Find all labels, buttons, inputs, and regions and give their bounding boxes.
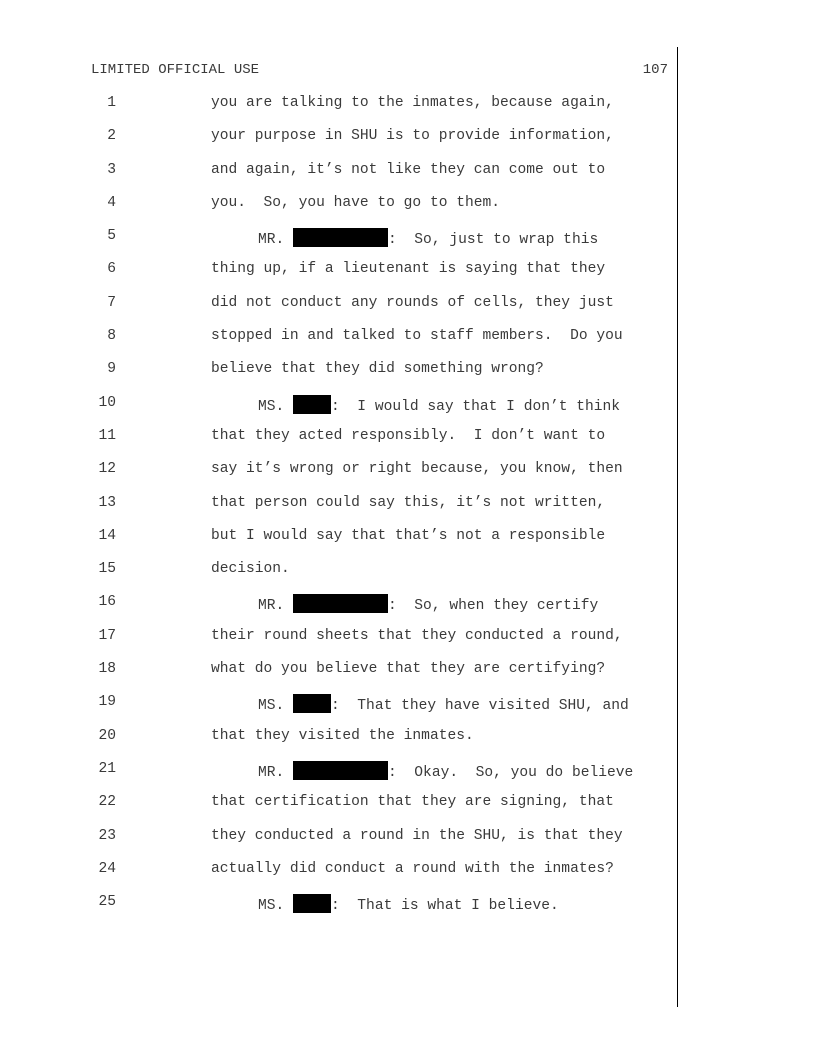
speaker-label: MR. <box>258 764 294 781</box>
line-text <box>258 761 633 781</box>
line-text <box>211 295 614 311</box>
transcript-line <box>0 828 816 861</box>
line-body: believe that they did something wrong? <box>211 361 544 378</box>
transcript-line <box>0 128 816 161</box>
line-body: : Okay. So, you do believe <box>388 764 634 781</box>
line-number: 12 <box>98 461 116 478</box>
line-text <box>211 828 623 844</box>
transcript-line <box>0 428 816 461</box>
transcript-line <box>0 461 816 494</box>
line-body: stopped in and talked to staff members. Do you <box>211 328 623 345</box>
transcript-line <box>0 761 816 794</box>
line-body: they conducted a round in the SHU, is that they <box>211 827 623 844</box>
line-text <box>258 694 629 714</box>
line-number: 4 <box>107 194 116 211</box>
transcript-lines <box>0 95 816 927</box>
line-number: 21 <box>98 760 116 777</box>
line-number: 10 <box>98 394 116 411</box>
line-number: 2 <box>107 128 116 145</box>
line-number: 8 <box>107 328 116 345</box>
line-number: 9 <box>107 361 116 378</box>
transcript-line <box>0 328 816 361</box>
line-text <box>211 728 474 744</box>
redaction-box <box>293 395 331 414</box>
line-number: 6 <box>107 261 116 278</box>
transcript-line <box>0 261 816 294</box>
redaction-box <box>293 228 388 247</box>
line-body: : I would say that I don’t think <box>331 398 621 415</box>
transcript-line <box>0 794 816 827</box>
speaker-label: MS. <box>258 398 294 415</box>
line-body: what do you believe that they are certifying? <box>211 661 606 678</box>
transcript-line <box>0 162 816 195</box>
line-body: : That is what I believe. <box>331 898 559 915</box>
line-body: that they visited the inmates. <box>211 727 474 744</box>
transcript-line <box>0 728 816 761</box>
line-body: their round sheets that they conducted a round, <box>211 627 623 644</box>
transcript-line <box>0 228 816 261</box>
line-text <box>211 794 614 810</box>
transcript-line <box>0 561 816 594</box>
classification-header: LIMITED OFFICIAL USE <box>91 62 260 78</box>
transcript-line <box>0 528 816 561</box>
line-body: your purpose in SHU is to provide information, <box>211 128 614 145</box>
transcript-line <box>0 295 816 328</box>
line-body: that certification that they are signing, that <box>211 794 614 811</box>
line-number: 17 <box>98 627 116 644</box>
redaction-box <box>293 894 331 913</box>
line-body: that they acted responsibly. I don’t want to <box>211 427 606 444</box>
line-number: 11 <box>98 427 116 444</box>
line-text <box>211 461 623 477</box>
redaction-box <box>293 594 388 613</box>
line-number: 1 <box>107 95 116 111</box>
line-body: thing up, if a lieutenant is saying that they <box>211 261 606 278</box>
line-text <box>258 894 559 914</box>
line-text <box>211 528 605 544</box>
line-body: : That they have visited SHU, and <box>331 698 629 715</box>
line-number: 14 <box>98 527 116 544</box>
transcript-line <box>0 195 816 228</box>
line-number: 3 <box>107 161 116 178</box>
line-text <box>258 228 598 248</box>
speaker-label: MS. <box>258 898 294 915</box>
line-text <box>211 428 605 444</box>
line-number: 16 <box>98 594 116 611</box>
line-number: 23 <box>98 827 116 844</box>
transcript-line <box>0 661 816 694</box>
redaction-box <box>293 761 388 780</box>
line-number: 22 <box>98 794 116 811</box>
transcript-line <box>0 361 816 394</box>
line-text <box>211 261 605 277</box>
line-body: that person could say this, it’s not written, <box>211 494 606 511</box>
transcript-line <box>0 95 816 128</box>
line-number: 13 <box>98 494 116 511</box>
line-body: : So, just to wrap this <box>388 232 599 249</box>
line-number: 7 <box>107 294 116 311</box>
line-number: 5 <box>107 228 116 245</box>
line-body: actually did conduct a round with the inmates? <box>211 860 614 877</box>
line-text <box>211 628 623 644</box>
line-text <box>211 495 605 511</box>
line-body: decision. <box>211 561 290 578</box>
line-text <box>211 95 614 111</box>
line-text <box>211 561 290 577</box>
line-text <box>211 128 614 144</box>
line-body: did not conduct any rounds of cells, they just <box>211 294 614 311</box>
page-number: 107 <box>642 62 668 78</box>
line-body: and again, it’s not like they can come out to <box>211 161 606 178</box>
line-body: you are talking to the inmates, because again, <box>211 95 614 111</box>
line-body: : So, when they certify <box>388 598 599 615</box>
line-body: but I would say that that’s not a responsible <box>211 527 606 544</box>
line-number: 24 <box>98 860 116 877</box>
speaker-label: MR. <box>258 232 294 249</box>
transcript-line <box>0 861 816 894</box>
line-number: 19 <box>98 694 116 711</box>
transcript-line <box>0 594 816 627</box>
line-body: say it’s wrong or right because, you know, then <box>211 461 623 478</box>
speaker-label: MR. <box>258 598 294 615</box>
line-text <box>211 162 605 178</box>
transcript-line <box>0 628 816 661</box>
line-text <box>211 195 500 211</box>
line-text <box>211 861 614 877</box>
redaction-box <box>293 694 331 713</box>
line-text <box>258 594 598 614</box>
line-number: 18 <box>98 661 116 678</box>
line-number: 15 <box>98 561 116 578</box>
transcript-line <box>0 894 816 927</box>
transcript-line <box>0 694 816 727</box>
speaker-label: MS. <box>258 698 294 715</box>
line-number: 25 <box>98 894 116 911</box>
line-body: you. So, you have to go to them. <box>211 194 501 211</box>
transcript-line <box>0 395 816 428</box>
line-text <box>211 661 605 677</box>
line-text <box>211 328 623 344</box>
line-text <box>258 395 620 415</box>
line-text <box>211 361 544 377</box>
line-number: 20 <box>98 727 116 744</box>
transcript-line <box>0 495 816 528</box>
